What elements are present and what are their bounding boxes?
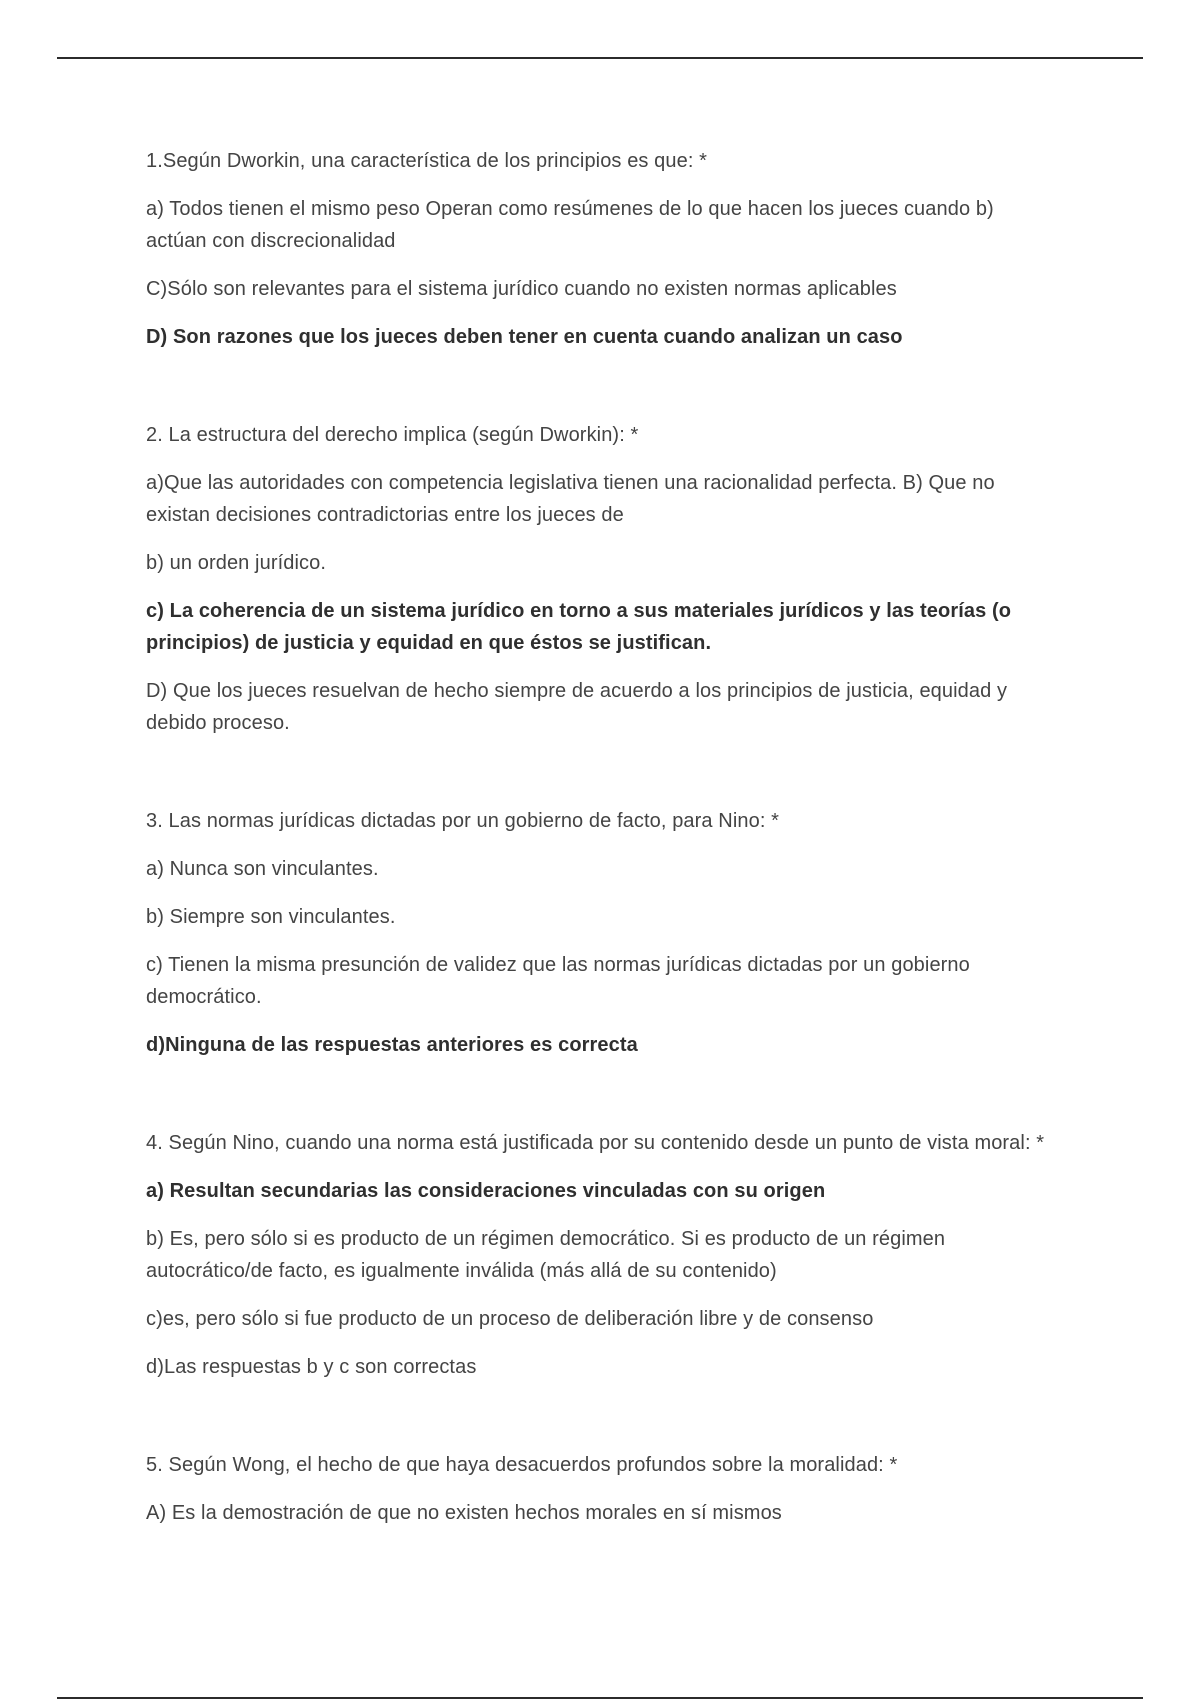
answer-option: C)Sólo son relevantes para el sistema jurídico cuando no existen normas aplicables — [146, 278, 897, 300]
answer-option: a)Que las autoridades con competencia legislativa tienen una racionalidad perfecta. B) Que no existan decisiones contradictorias entre los jueces de — [146, 472, 995, 526]
question-5 — [146, 1449, 1056, 1529]
answer-option: A) Es la demostración de que no existen hechos morales en sí mismos — [146, 1502, 782, 1524]
answer-option: b) Siempre son vinculantes. — [146, 906, 396, 928]
answer-option: d)Las respuestas b y c son correctas — [146, 1356, 477, 1378]
answer-option-correct: d)Ninguna de las respuestas anteriores es correcta — [146, 1034, 638, 1056]
answer-option-correct: c) La coherencia de un sistema jurídico en torno a sus materiales jurídicos y las teorías (o principios) de justicia y equidad en que éstos se justifican. — [146, 600, 1012, 654]
top-divider — [57, 57, 1143, 59]
question-title: 2. La estructura del derecho implica (según Dworkin): * — [146, 424, 639, 446]
question-title: 5. Según Wong, el hecho de que haya desacuerdos profundos sobre la moralidad: * — [146, 1454, 898, 1476]
answer-option: a) Nunca son vinculantes. — [146, 858, 379, 880]
answer-option: b) un orden jurídico. — [146, 552, 326, 574]
bottom-divider — [57, 1697, 1143, 1699]
answer-option-correct: D) Son razones que los jueces deben tener en cuenta cuando analizan un caso — [146, 326, 903, 348]
answer-option: b) Es, pero sólo si es producto de un régimen democrático. Si es producto de un régimen autocrático/de facto, es igualmente inválida (más allá de su contenido) — [146, 1228, 946, 1282]
question-4 — [146, 1127, 1056, 1383]
answer-option: c)es, pero sólo si fue producto de un proceso de deliberación libre y de consenso — [146, 1308, 874, 1330]
answer-option: D) Que los jueces resuelvan de hecho siempre de acuerdo a los principios de justicia, equidad y debido proceso. — [146, 680, 1008, 734]
question-1 — [146, 145, 1056, 353]
answer-option-correct: a) Resultan secundarias las consideraciones vinculadas con su origen — [146, 1180, 826, 1202]
answer-option: a) Todos tienen el mismo peso Operan como resúmenes de lo que hacen los jueces cuando b) actúan con discrecionalidad — [146, 198, 994, 252]
question-2 — [146, 419, 1056, 739]
document-body — [146, 145, 1056, 1545]
question-title: 4. Según Nino, cuando una norma está justificada por su contenido desde un punto de vista moral: * — [146, 1132, 1045, 1154]
question-3 — [146, 805, 1056, 1061]
question-title: 3. Las normas jurídicas dictadas por un gobierno de facto, para Nino: * — [146, 810, 780, 832]
answer-option: c) Tienen la misma presunción de validez que las normas jurídicas dictadas por un gobierno democrático. — [146, 954, 970, 1008]
question-title: 1.Según Dworkin, una característica de los principios es que: * — [146, 150, 708, 172]
